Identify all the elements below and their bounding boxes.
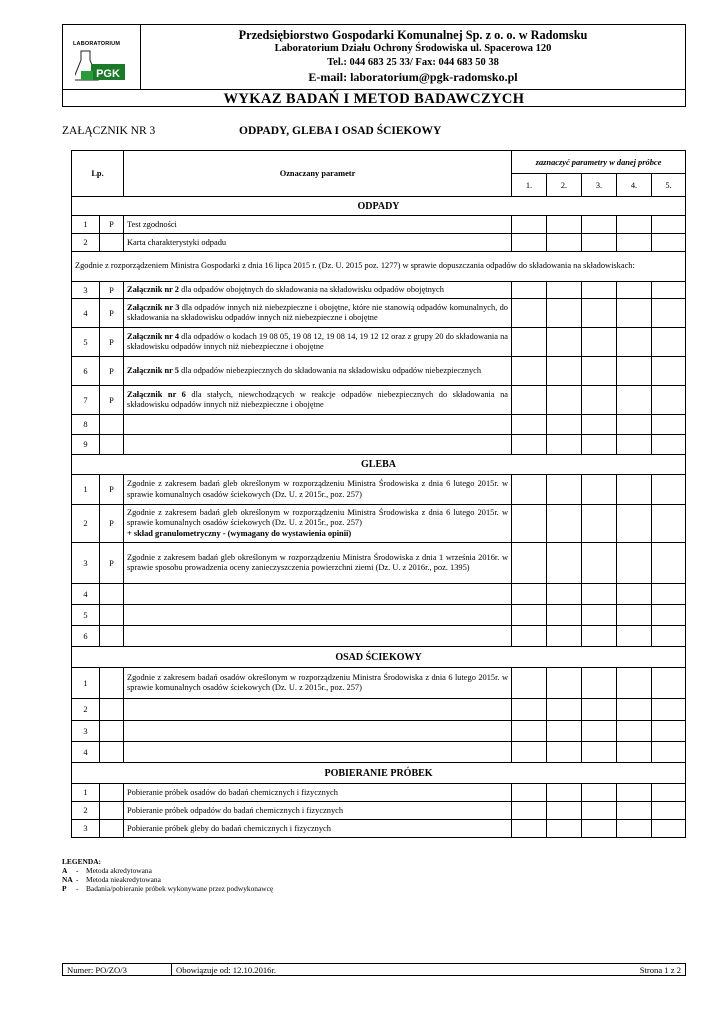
sample-cell[interactable] — [547, 784, 582, 802]
sample-cell[interactable] — [617, 605, 652, 626]
row-p — [100, 584, 124, 605]
row-lp: 3 — [72, 820, 100, 838]
lab-address: Laboratorium Działu Ochrony Środowiska ul. Spacerowa 120 — [274, 43, 552, 54]
row-lp: 3 — [72, 282, 100, 299]
sample-cell[interactable] — [512, 802, 547, 820]
row-lp: 1 — [72, 668, 100, 699]
sample-cell[interactable] — [582, 668, 617, 699]
legend-desc: Metoda nieakredytowana — [86, 875, 161, 884]
table-row — [72, 820, 686, 838]
sample-cell[interactable] — [652, 216, 686, 234]
legend-dash: - — [76, 884, 79, 893]
row-param — [124, 742, 512, 763]
phone-fax: Tel.: 044 683 25 33/ Fax: 044 683 50 38 — [327, 57, 499, 68]
sample-cell[interactable] — [547, 543, 582, 584]
sample-cell[interactable] — [652, 784, 686, 802]
row-text: Zgodnie z zakresem badań gleb określonym w rozporządzeniu Ministra Środowiska z dnia 6 lutego 2015r. w sprawie komunalnych osadów ściekowych (Dz. U. z 2015r., poz. 257) — [127, 479, 508, 499]
row-lp: 1 — [72, 475, 100, 505]
row-lp: 2 — [72, 699, 100, 721]
row-lp: 2 — [72, 802, 100, 820]
lab-logo — [63, 25, 141, 89]
row-p: P — [100, 328, 124, 357]
sample-cell[interactable] — [512, 668, 547, 699]
row-p — [100, 626, 124, 647]
sample-cell[interactable] — [512, 784, 547, 802]
table-row — [72, 543, 686, 584]
table-row — [72, 415, 686, 435]
table-row — [72, 784, 686, 802]
sample-cell[interactable] — [547, 820, 582, 838]
table-row — [72, 282, 686, 299]
sample-cell[interactable] — [652, 626, 686, 647]
valid-from: Obowiązuje od: 12.10.2016r. — [176, 965, 277, 975]
row-param — [124, 605, 512, 626]
sample-col-5: 5. — [652, 174, 686, 197]
sample-cell[interactable] — [582, 415, 617, 435]
sample-cell[interactable] — [512, 328, 547, 357]
sample-cell[interactable] — [617, 415, 652, 435]
sample-cell[interactable] — [582, 820, 617, 838]
row-extra: + skład granulometryczny - (wymagany do wystawienia opinii) — [127, 528, 352, 538]
sample-cell[interactable] — [512, 299, 547, 328]
sample-cell[interactable] — [547, 435, 582, 455]
sample-cell[interactable] — [617, 435, 652, 455]
sample-cell[interactable] — [652, 357, 686, 386]
sample-cell[interactable] — [652, 282, 686, 299]
sample-cell[interactable] — [582, 584, 617, 605]
row-param — [124, 543, 512, 584]
sample-cell[interactable] — [652, 742, 686, 763]
sample-cell[interactable] — [582, 784, 617, 802]
row-lp: 9 — [72, 435, 100, 455]
row-param — [124, 699, 512, 721]
sample-cell[interactable] — [617, 234, 652, 252]
sample-cell[interactable] — [547, 216, 582, 234]
annex-text: dla odpadów niebezpiecznych do składowania na składowisku odpadów niebezpiecznych — [178, 365, 482, 375]
row-p: P — [100, 357, 124, 386]
sample-cell[interactable] — [582, 386, 617, 415]
table-row — [72, 299, 686, 328]
row-param — [124, 282, 512, 299]
sample-cell[interactable] — [547, 802, 582, 820]
sample-cell[interactable] — [617, 820, 652, 838]
table-row — [72, 435, 686, 455]
company-info — [141, 25, 685, 89]
sample-cell[interactable] — [512, 357, 547, 386]
table-row — [72, 699, 686, 721]
legend-title: LEGENDA: — [62, 857, 102, 866]
sample-cell[interactable] — [512, 543, 547, 584]
col-param-header: Oznaczany parametr — [124, 151, 512, 197]
legend-item — [62, 884, 273, 893]
section-gleba: GLEBA — [72, 455, 686, 475]
document-number: Numer: PO/ZO/3 — [67, 965, 127, 975]
attachment-category: ODPADY, GLEBA I OSAD ŚCIEKOWY — [239, 125, 442, 137]
sample-col-1: 1. — [512, 174, 547, 197]
sample-col-4: 4. — [617, 174, 652, 197]
row-param — [124, 668, 512, 699]
sample-cell[interactable] — [652, 234, 686, 252]
row-p — [100, 435, 124, 455]
row-lp: 6 — [72, 357, 100, 386]
sample-cell[interactable] — [617, 668, 652, 699]
sample-cell[interactable] — [652, 475, 686, 505]
sample-cell[interactable] — [617, 742, 652, 763]
sample-col-2: 2. — [547, 174, 582, 197]
row-lp: 8 — [72, 415, 100, 435]
row-param — [124, 505, 512, 543]
sample-cell[interactable] — [582, 435, 617, 455]
row-text: Zgodnie z zakresem badań gleb określonym w rozporządzeniu Ministra Środowiska z dnia 6 lutego 2015r. w sprawie komunalnych osadów ściekowych (Dz. U. z 2015r., poz. 257) — [127, 507, 508, 528]
sample-cell[interactable] — [512, 699, 547, 721]
row-p — [100, 605, 124, 626]
table-row — [72, 357, 686, 386]
row-lp: 7 — [72, 386, 100, 415]
table-row — [72, 584, 686, 605]
sample-cell[interactable] — [582, 299, 617, 328]
sample-cell[interactable] — [547, 299, 582, 328]
sample-cell[interactable] — [582, 475, 617, 505]
sample-cell[interactable] — [582, 328, 617, 357]
sample-cell[interactable] — [512, 415, 547, 435]
table-row — [72, 802, 686, 820]
legend-item — [62, 875, 273, 884]
sample-cell[interactable] — [617, 216, 652, 234]
table-row — [72, 742, 686, 763]
annex-label: Załącznik nr 2 — [127, 284, 179, 294]
col-lp-header: Lp. — [72, 151, 124, 197]
sample-cell[interactable] — [582, 216, 617, 234]
sample-cell[interactable] — [547, 386, 582, 415]
sample-cell[interactable] — [547, 742, 582, 763]
row-lp: 4 — [72, 299, 100, 328]
sample-cell[interactable] — [652, 299, 686, 328]
row-p — [100, 721, 124, 742]
annex-label: Załącznik nr 5 — [127, 365, 179, 375]
page-number: Strona 1 z 2 — [639, 965, 681, 975]
row-param — [124, 475, 512, 505]
table-row — [72, 234, 686, 252]
sample-cell[interactable] — [512, 386, 547, 415]
sample-cell[interactable] — [512, 820, 547, 838]
sample-cell[interactable] — [512, 605, 547, 626]
row-p: P — [100, 282, 124, 299]
sample-cell[interactable] — [512, 742, 547, 763]
row-text: Zgodnie z zakresem badań osadów określonym w rozporządzeniu Ministra Środowiska z dnia 6 lutego 2015r. w sprawie komunalnych osadów ściekowych (Dz. U. z 2015r., poz. 257) — [127, 672, 508, 692]
sample-cell[interactable] — [617, 386, 652, 415]
row-p — [100, 234, 124, 252]
row-param — [124, 357, 512, 386]
sample-cell[interactable] — [617, 699, 652, 721]
sample-cell[interactable] — [652, 328, 686, 357]
document-footer — [62, 963, 686, 976]
sample-cell[interactable] — [617, 543, 652, 584]
sample-cell[interactable] — [547, 328, 582, 357]
section-pobieranie: POBIERANIE PRÓBEK — [72, 763, 686, 784]
sample-cell[interactable] — [582, 505, 617, 543]
sample-cell[interactable] — [617, 784, 652, 802]
legend-item — [62, 866, 273, 875]
row-param: Pobieranie próbek gleby do badań chemicznych i fizycznych — [124, 820, 512, 838]
row-lp: 1 — [72, 216, 100, 234]
legend-desc: Badania/pobieranie próbek wykonywane przez podwykonawcę — [86, 884, 274, 893]
row-lp: 1 — [72, 784, 100, 802]
row-p: P — [100, 475, 124, 505]
section-osad: OSAD ŚCIEKOWY — [72, 647, 686, 668]
table-row — [72, 505, 686, 543]
flask-icon — [75, 49, 129, 85]
sample-cell[interactable] — [512, 626, 547, 647]
table-row — [72, 605, 686, 626]
row-param — [124, 386, 512, 415]
sample-cell[interactable] — [652, 584, 686, 605]
legend-key: A — [62, 866, 68, 875]
logo-text: LABORATORIUM — [73, 41, 121, 47]
legend-key: NA — [62, 875, 73, 884]
annex-text: dla odpadów innych niż niebezpieczne i obojętne, które nie stanowią odpadów komunalnych, do składowania na składowisku odpadów innych niż niebezpieczne i obojętne — [127, 302, 508, 322]
sample-cell[interactable] — [617, 584, 652, 605]
sample-cell[interactable] — [512, 234, 547, 252]
legend-dash: - — [76, 875, 79, 884]
sample-cell[interactable] — [547, 605, 582, 626]
row-p: P — [100, 386, 124, 415]
sample-cell[interactable] — [547, 505, 582, 543]
sample-cell[interactable] — [617, 328, 652, 357]
sample-cell[interactable] — [582, 742, 617, 763]
sample-cell[interactable] — [652, 505, 686, 543]
row-lp: 4 — [72, 584, 100, 605]
annex-text: dla odpadów obojętnych do składowania na składowisku odpadów obojętnych — [178, 284, 444, 294]
row-lp: 3 — [72, 721, 100, 742]
section-odpady: ODPADY — [72, 197, 686, 216]
sample-cell[interactable] — [547, 282, 582, 299]
sample-cell[interactable] — [547, 668, 582, 699]
sample-cell[interactable] — [582, 626, 617, 647]
sample-cell[interactable] — [547, 721, 582, 742]
sample-cell[interactable] — [652, 605, 686, 626]
row-lp: 3 — [72, 543, 100, 584]
sample-cell[interactable] — [512, 475, 547, 505]
row-text: Zgodnie z zakresem badań gleb określonym w rozporządzeniu Ministra Środowiska z dnia 1 września 2016r. w sprawie sposobu prowadzenia oceny zanieczyszczenia powierzchni ziemi (Dz. U. z 2016r., poz. 1395) — [127, 552, 508, 572]
sample-cell[interactable] — [582, 699, 617, 721]
sample-cell[interactable] — [582, 234, 617, 252]
table-row — [72, 386, 686, 415]
row-p — [100, 784, 124, 802]
row-lp: 5 — [72, 328, 100, 357]
sample-cell[interactable] — [652, 386, 686, 415]
row-p: P — [100, 543, 124, 584]
sample-cell[interactable] — [652, 802, 686, 820]
sample-cell[interactable] — [652, 699, 686, 721]
sample-cell[interactable] — [547, 584, 582, 605]
row-param — [124, 435, 512, 455]
sample-cell[interactable] — [617, 357, 652, 386]
logo-mark: PGK — [96, 68, 120, 80]
document-title: WYKAZ BADAŃ I METOD BADAWCZYCH — [63, 89, 685, 106]
legend — [62, 857, 273, 893]
row-param: Pobieranie próbek osadów do badań chemicznych i fizycznych — [124, 784, 512, 802]
row-p: P — [100, 505, 124, 543]
sample-cell[interactable] — [512, 505, 547, 543]
sample-cell[interactable] — [652, 820, 686, 838]
sample-cell[interactable] — [547, 357, 582, 386]
row-param: Pobieranie próbek odpadów do badań chemicznych i fizycznych — [124, 802, 512, 820]
sample-cell[interactable] — [512, 435, 547, 455]
row-p — [100, 820, 124, 838]
row-param — [124, 328, 512, 357]
row-p — [100, 668, 124, 699]
row-param — [124, 415, 512, 435]
table-row — [72, 626, 686, 647]
document-header — [62, 24, 686, 107]
row-lp: 2 — [72, 234, 100, 252]
sample-cell[interactable] — [512, 216, 547, 234]
methods-table — [71, 150, 686, 838]
row-lp: 4 — [72, 742, 100, 763]
annex-text: dla odpadów o kodach 19 08 05, 19 08 12, 19 08 14, 19 12 12 oraz z grupy 20 do składowania na składowisku odpadów innych niż niebezpieczne i obojętne — [127, 331, 508, 351]
email: E-mail: laboratorium@pgk-radomsko.pl — [308, 70, 518, 84]
table-row — [72, 668, 686, 699]
row-p: P — [100, 216, 124, 234]
sample-cell[interactable] — [582, 282, 617, 299]
sample-cell[interactable] — [617, 282, 652, 299]
sample-cell[interactable] — [617, 299, 652, 328]
sample-cell[interactable] — [582, 721, 617, 742]
sample-cell[interactable] — [512, 282, 547, 299]
annex-label: Załącznik nr 4 — [127, 331, 180, 341]
sample-cell[interactable] — [652, 435, 686, 455]
row-param — [124, 299, 512, 328]
sample-cell[interactable] — [617, 475, 652, 505]
row-param: Karta charakterystyki odpadu — [124, 234, 512, 252]
sample-cell[interactable] — [547, 699, 582, 721]
row-p — [100, 699, 124, 721]
table-row — [72, 721, 686, 742]
annex-label: Załącznik nr 6 — [127, 389, 186, 399]
annex-text: dla stałych, niewchodzących w reakcje odpadów niebezpiecznych do składowania na składowisku odpadów innych niż niebezpieczne i obojętne — [127, 389, 508, 409]
row-param — [124, 721, 512, 742]
attachment-label: ZAŁĄCZNIK NR 3 — [62, 125, 156, 137]
sample-cell[interactable] — [617, 505, 652, 543]
annex-label: Załącznik nr 3 — [127, 302, 180, 312]
row-lp: 2 — [72, 505, 100, 543]
sample-cell[interactable] — [582, 543, 617, 584]
sample-cell[interactable] — [547, 234, 582, 252]
legend-key: P — [62, 884, 67, 893]
legend-desc: Metoda akredytowana — [86, 866, 152, 875]
sample-cell[interactable] — [547, 626, 582, 647]
sample-cell[interactable] — [547, 415, 582, 435]
sample-cell[interactable] — [582, 605, 617, 626]
sample-cell[interactable] — [617, 721, 652, 742]
table-row — [72, 216, 686, 234]
sample-cell[interactable] — [652, 668, 686, 699]
sample-cell[interactable] — [582, 357, 617, 386]
footer-divider — [171, 964, 172, 975]
col-mark-header: zaznaczyć parametry w danej próbce — [512, 151, 686, 174]
legend-dash: - — [76, 866, 79, 875]
sample-cell[interactable] — [582, 802, 617, 820]
sample-cell[interactable] — [652, 721, 686, 742]
row-param — [124, 626, 512, 647]
sample-cell[interactable] — [652, 543, 686, 584]
sample-cell[interactable] — [617, 802, 652, 820]
table-row — [72, 475, 686, 505]
sample-cell[interactable] — [512, 721, 547, 742]
sample-cell[interactable] — [512, 584, 547, 605]
table-row — [72, 328, 686, 357]
regulation-note: Zgodnie z rozporządzeniem Ministra Gospodarki z dnia 16 lipca 2015 r. (Dz. U. 2015 poz. 1277) w sprawie dopuszczania odpadów do składowania na składowiskach: — [72, 252, 686, 282]
sample-cell[interactable] — [652, 415, 686, 435]
row-p — [100, 415, 124, 435]
row-param: Test zgodności — [124, 216, 512, 234]
sample-cell[interactable] — [617, 626, 652, 647]
company-name: Przedsiębiorstwo Gospodarki Komunalnej Sp. z o. o. w Radomsku — [238, 28, 588, 42]
row-p — [100, 742, 124, 763]
row-lp: 5 — [72, 605, 100, 626]
sample-col-3: 3. — [582, 174, 617, 197]
row-lp: 6 — [72, 626, 100, 647]
sample-cell[interactable] — [547, 475, 582, 505]
row-param — [124, 584, 512, 605]
row-p: P — [100, 299, 124, 328]
row-p — [100, 802, 124, 820]
